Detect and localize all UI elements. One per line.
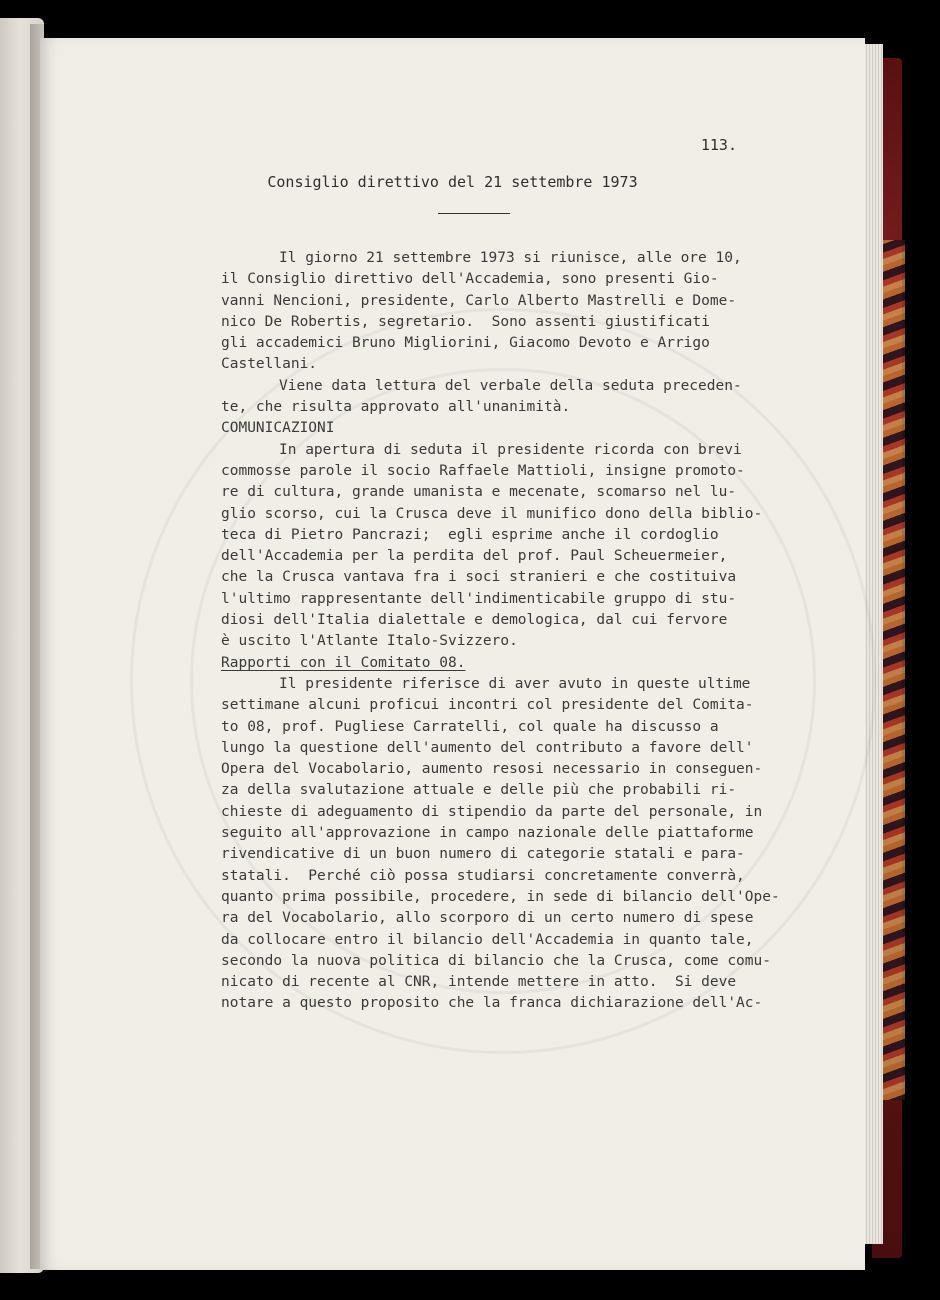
text-line: secondo la nuova politica di bilancio che la Crusca, come comu- [221,952,771,969]
text-line: settimane alcuni proficui incontri col presidente del Comita- [221,697,754,714]
text-line: Il giorno 21 settembre 1973 si riunisce, alle ore 10, [279,250,742,266]
text-line: il Consiglio direttivo dell'Accademia, sono presenti Gio- [221,271,719,288]
section-heading-comunicazioni: COMUNICAZIONI [221,420,335,437]
text-line: to 08, prof. Pugliese Carratelli, col quale ha discusso a [221,718,719,735]
text-line: dell'Accademia per la perdita del prof. Paul Scheuermeier, [221,548,728,565]
text-line: rivendicative di un buon numero di categorie statali e para- [221,846,745,863]
text-line: za della svalutazione attuale e delle più che probabili ri- [221,782,737,799]
text-line: nicato di recente al CNR, intende mettere in atto. Si deve [221,974,737,991]
text-line: commosse parole il socio Raffaele Mattioli, insigne promoto- [221,462,745,479]
text-line: chieste di adeguamento di stipendio da parte del personale, in [221,803,763,820]
text-line: diosi dell'Italia dialettale e demologica, dal cui fervore [221,612,728,629]
document-page [40,38,865,1270]
text-line: re di cultura, grande umanista e mecenate, scomarso nel lu- [221,484,737,501]
text-line: l'ultimo rappresentante dell'indimenticabile gruppo di stu- [221,590,737,607]
document-title: Consiglio direttivo del 21 settembre 1973 [267,173,638,191]
section-heading-rapporti: Rapporti con il Comitato 08. [221,654,466,671]
text-line: In apertura di seduta il presidente ricorda con brevi [279,441,742,458]
body-text [221,248,821,1015]
text-line: quanto prima possibile, procedere, in sede di bilancio dell'Ope- [221,888,780,905]
text-line: te, che risulta approvato all'unanimità. [221,399,571,416]
text-line: da collocare entro il bilancio dell'Accademia in quanto tale, [221,931,754,948]
text-line: statali. Perché ciò possa studiarsi concretamente converrà, [221,867,745,884]
text-line: che la Crusca vantava fra i soci stranieri e che costituiva [221,569,737,586]
text-line: teca di Pietro Pancrazi; egli esprime anche il cordoglio [221,526,719,543]
title-underline [438,213,510,214]
text-line: Opera del Vocabolario, aumento resosi necessario in conseguen- [221,761,763,778]
text-line: notare a questo proposito che la franca dichiarazione dell'Ac- [221,995,763,1012]
text-line: ra del Vocabolario, allo scorporo di un certo numero di spese [221,910,754,927]
text-line: gli accademici Bruno Migliorini, Giacomo Devoto e Arrigo [221,335,710,352]
text-line: nico De Robertis, segretario. Sono assenti giustificati [221,313,710,330]
text-line: è uscito l'Atlante Italo-Svizzero. [221,633,518,650]
text-line: Viene data lettura del verbale della seduta preceden- [279,377,742,394]
text-line: lungo la questione dell'aumento del contributo a favore dell' [221,739,754,756]
text-line: glio scorso, cui la Crusca deve il munifico dono della biblio- [221,505,763,522]
text-line: seguito all'approvazione in campo nazionale delle piattaforme [221,825,754,842]
text-line: vanni Nencioni, presidente, Carlo Alberto Mastrelli e Dome- [221,292,737,309]
text-line: Castellani. [221,356,318,373]
page-number: 113. [700,136,737,154]
text-line: Il presidente riferisce di aver avuto in queste ultime [279,675,751,692]
